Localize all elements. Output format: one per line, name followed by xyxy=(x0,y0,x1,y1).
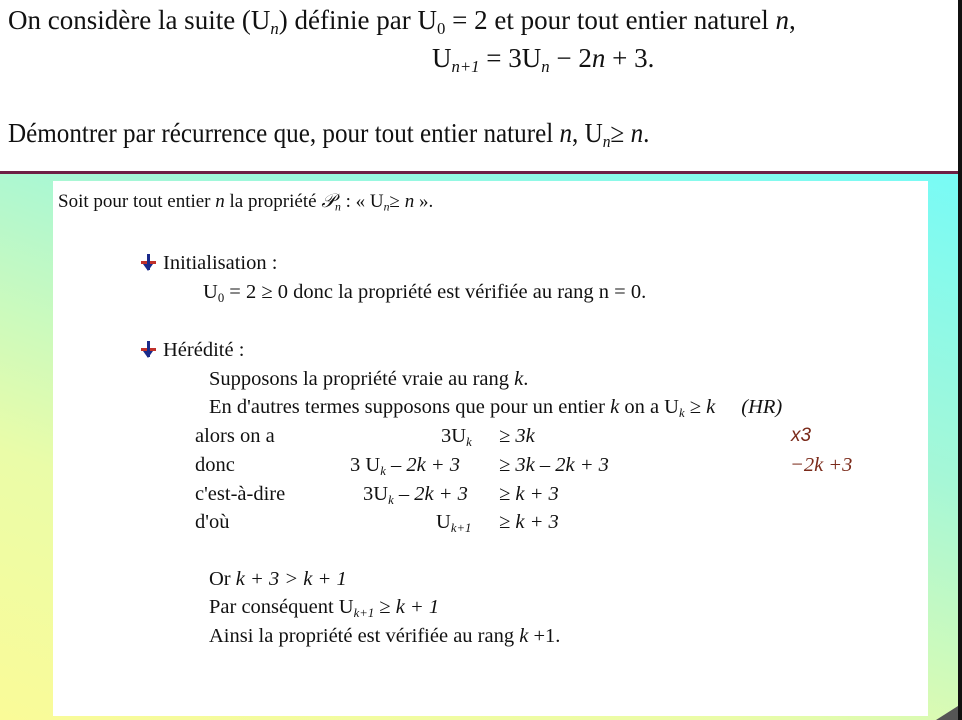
bullet-arrow-icon xyxy=(139,253,157,271)
heredite-heading: Hérédité : xyxy=(139,338,244,362)
row-lhs: $3U_k$ xyxy=(441,425,472,449)
row-label: d'où xyxy=(195,511,230,533)
row-lhs: $3U_k - 2k + 3$ xyxy=(363,483,468,507)
or-line: Or k + 3 > k + 1 xyxy=(209,568,347,590)
row-label: alors on a xyxy=(195,425,275,447)
init-heading: Initialisation : xyxy=(139,251,277,275)
row-rhs: ≥ k + 3 xyxy=(499,511,559,533)
problem-statement xyxy=(0,0,958,172)
row-label: donc xyxy=(195,454,235,476)
bullet-arrow-icon xyxy=(139,340,157,358)
row-note: −2k +3 xyxy=(790,454,853,476)
task-statement: Démontrer par récurrence que, pour tout entier naturel n, $U_n\ge n$. xyxy=(8,118,650,152)
init-statement: $U_0 = 2 \ge 0$ donc la propriété est vérifiée au rang n = 0. xyxy=(203,281,647,305)
statement-line-1: On considère la suite $(U_n)$ définie par $U_0 = 2$ et pour tout entier naturel n, xyxy=(8,5,796,39)
conclusion-line: Ainsi la propriété est vérifiée au rang k +1. xyxy=(209,625,561,647)
corner-fold-icon xyxy=(936,706,958,720)
hered-line-1: Supposons la propriété vraie au rang k. xyxy=(209,368,529,390)
recurrence-formula: $U_{n+1} = 3U_n - 2n + 3$. xyxy=(432,43,655,77)
proof-panel xyxy=(53,181,928,716)
hered-line-2: En d'autres termes supposons que pour un entier k on a $U_k \ge k$ (HR) xyxy=(209,396,783,420)
window-edge xyxy=(958,0,962,720)
proof-intro: Soit pour tout entier n la propriété 𝒫$_n$ : « $U_n\ge n$ ». xyxy=(58,191,434,214)
row-label: c'est-à-dire xyxy=(195,483,286,505)
row-rhs: ≥ k + 3 xyxy=(499,483,559,505)
row-note: x3 xyxy=(791,425,812,446)
row-lhs: $U_{k+1}$ xyxy=(436,511,472,535)
row-rhs: ≥ 3k xyxy=(499,425,535,447)
row-rhs: ≥ 3k – 2k + 3 xyxy=(499,454,609,476)
row-lhs: 3 $U_k - 2k + 3$ xyxy=(350,454,461,478)
par-consequent-line: Par conséquent $U_{k+1} \ge k + 1$ xyxy=(209,596,440,620)
